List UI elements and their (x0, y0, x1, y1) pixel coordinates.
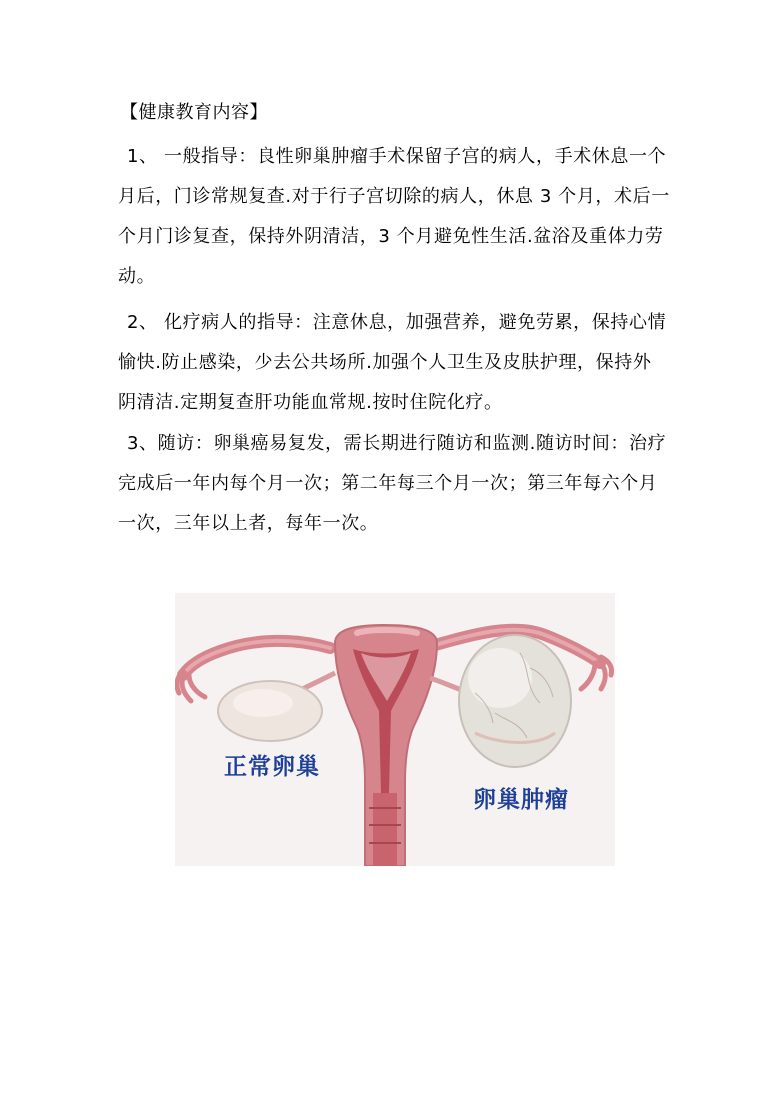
paragraph-3-line-1: 3、随访：卵巢癌易复发，需长期进行随访和监测.随访时间：治疗 (127, 433, 667, 454)
paragraph-3-line-2: 完成后一年内每个月一次；第二年每三个月一次；第三年每六个月 (118, 473, 658, 494)
normal-ovary-label: 正常卵巢 (224, 753, 320, 780)
uterus-diagram (175, 593, 615, 866)
uterus-ovary-illustration (175, 593, 615, 866)
ovarian-tumor-label: 卵巢肿瘤 (473, 786, 569, 813)
cervical-canal (373, 793, 397, 866)
paragraph-3-line-3: 一次，三年以上者，每年一次。 (118, 513, 379, 534)
left-fimbriae (177, 671, 205, 701)
paragraph-1-line-4: 动。 (118, 266, 156, 287)
section-heading: 【健康教育内容】 (120, 102, 268, 123)
right-fimbriae (581, 657, 612, 689)
paragraph-2-line-2: 愉快.防止感染，少去公共场所.加强个人卫生及皮肤护理，保持外 (118, 352, 652, 373)
paragraph-1-line-3: 个月门诊复查，保持外阴清洁，3 个月避免性生活.盆浴及重体力劳 (118, 226, 664, 247)
paragraph-2-line-3: 阴清洁.定期复查肝功能血常规.按时住院化疗。 (118, 392, 503, 413)
paragraph-2-line-1: 2、 化疗病人的指导：注意休息，加强营养，避免劳累，保持心情 (127, 312, 667, 333)
paragraph-1-line-1: 1、 一般指导：良性卵巢肿瘤手术保留子宫的病人，手术休息一个 (127, 146, 667, 167)
paragraph-1-line-2: 月后，门诊常规复查.对于行子宫切除的病人，休息 3 个月，术后一 (118, 186, 670, 207)
